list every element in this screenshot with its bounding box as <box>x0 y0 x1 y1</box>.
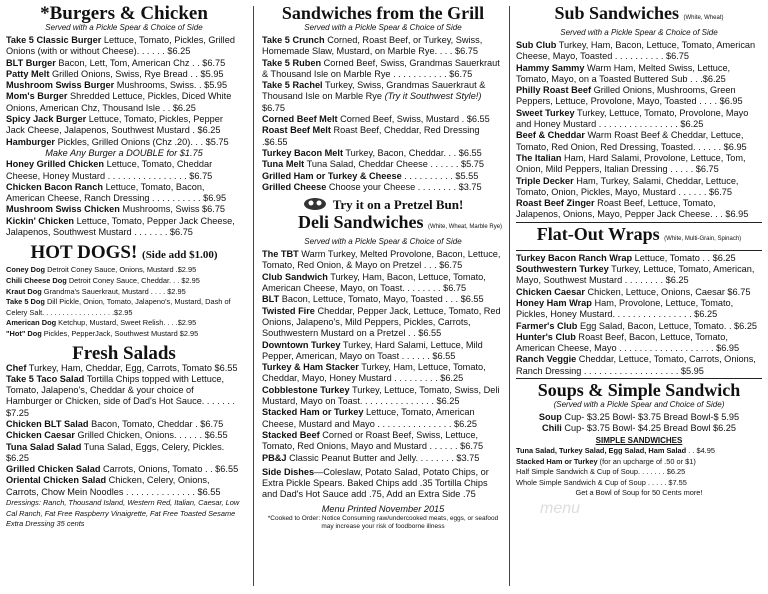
menu-item: Sub Club Turkey, Ham, Bacon, Lettuce, Tomato, American Cheese, Mayo, Toasted . . . . . . . . . . $6.75 <box>516 40 756 62</box>
menu-item: BLT Bacon, Lettuce, Tomato, Mayo, Toasted . . . $6.55 <box>262 294 484 305</box>
menu-item: Club Sandwich Turkey, Ham, Bacon, Lettuce, Tomato, American Cheese, Mayo, on Toast. . . . . . . . $6.75 <box>262 271 486 294</box>
menu-item: Whole Simple Sandwich & Cup of Soup . . . . . $7.55 <box>516 477 687 487</box>
menu-item: Oriental Chicken Salad Chicken, Celery, Onions, Carrots, Chow Mein Noodles . . . . . . . . . . . . . . $6.55 <box>6 475 221 497</box>
menu-item: Philly Roast Beef Grilled Onions, Mushrooms, Green Peppers, Lettuce, Provolone, Mayo, Toasted . . . . $6.95 <box>516 85 743 107</box>
menu-item: Roast Beef Zinger Roast Beef, Lettuce, Tomato, Jalapenos, Onions, Mayo, Pepper Jack Cheese. . . $6.95 <box>516 198 749 220</box>
menu-item: Take 5 Ruben Corned Beef, Swiss, Grandmas Sauerkraut & Thousand Isle on Marble Rye . . . . . . . . . . . $6.75 <box>262 57 500 79</box>
menu-item: Chili Cheese Dog Detroit Coney Sauce, Cheddar. . . $2.95 <box>6 275 200 285</box>
bowl-note: Get a Bowl of Soup for 50 Cents more! <box>575 488 703 498</box>
menu-item: Turkey Bacon Melt Turkey, Bacon, Cheddar. . . $6.55 <box>262 147 482 158</box>
burgers-list <box>6 35 242 148</box>
menu-item: Chicken Bacon Ranch Lettuce, Tomato, Bacon, American Cheese, Ranch Dressing . . . . . . . . . . $6.95 <box>6 181 227 204</box>
deli-list <box>262 249 504 464</box>
menu-item: Take 5 Taco Salad Tortilla Chips topped with Lettuce, Tomato, Jalapeno's, Cheddar & your choice of Hamburger or Chicken, side of Dad's Hot Sauce. . . . . . . $7.25 <box>6 373 235 418</box>
menu-item: Mushroom Swiss Burger Mushrooms, Swiss. . $5.95 <box>6 80 228 91</box>
grill-list <box>262 35 504 193</box>
menu-item: Take 5 Crunch Corned, Roast Beef, or Turkey, Swiss, Homemade Slaw, Mustard, on Marble Rye. . . . $6.75 <box>262 35 483 57</box>
menu-item: Stacked Ham or Turkey Lettuce, Tomato, American Cheese, Mustard and Mayo . . . . . . . . . . . . . . . $6.25 <box>262 407 477 429</box>
hotdogs-side-note: (Side add $1.00) <box>142 249 218 262</box>
soup-prices: Soup Cup- $3.25 Bowl- $3.75 Bread Bowl-$ 5.95 <box>538 412 740 423</box>
menu-item: Chicken Caesar Chicken, Lettuce, Onions, Caesar $6.75 <box>516 286 751 297</box>
menu-item: Tuna Salad Salad Tuna Salad, Eggs, Celery, Pickles. $6.25 <box>6 441 225 463</box>
subs-title <box>516 4 762 28</box>
menu-item: Tuna Salad, Turkey Salad, Egg Salad, Ham Salad . . $4.95 <box>516 445 715 455</box>
menu-item: Stacked Ham or Turkey (for an upcharge of .50 or $1) <box>516 456 696 466</box>
menu-item: Kraut Dog Grandma's Sauerkraut, Mustard . . . . $2.95 <box>6 286 186 296</box>
hotdogs-heading: HOT DOGS! <box>30 242 138 264</box>
deli-heading: Deli Sandwiches <box>298 212 424 233</box>
simple-sandwiches-title: SIMPLE SANDWICHES <box>595 435 683 445</box>
menu-item: Farmer's Club Egg Salad, Bacon, Lettuce, Tomato. . $6.25 <box>516 320 758 331</box>
menu-item: Take 5 Dog Dill Pickle, Onion, Tomato, Jalapeno's, Mustard, Dash of Celery Salt. . . . . . . . . . . . . . . . . .$2.95 <box>6 297 231 317</box>
salads-title: Fresh Salads <box>72 342 176 364</box>
wraps-title <box>516 225 762 249</box>
dressings-note: Dressings: Ranch, Thousand Island, Western Red, Italian, Caesar, Low Cal Ranch, Fat Free Raspberry Vinaigrette, Fat Free Toasted Sesame Extra Dressing 35 cents <box>6 498 240 529</box>
column-left <box>6 4 242 530</box>
menu-item: Hunter's Club Roast Beef, Bacon, Lettuce, Tomato, American Cheese, Mayo . . . . . . . . . . . . . . . . . . . $6.95 <box>516 331 740 354</box>
deli-title <box>262 213 504 237</box>
chicken-list <box>6 159 242 238</box>
menu-item: Turkey & Ham Stacker Turkey, Ham, Lettuce, Tomato, Cheddar, Mayo, Honey Mustard . . . . . . . . . $6.25 <box>262 362 486 384</box>
menu-item: Take 5 Rachel Turkey, Swiss, Grandmas Sauerkraut & Thousand Isle on Marble Rye (Try it Southwest Style!) $6.75 <box>262 80 486 113</box>
menu-item: Triple Decker Ham, Turkey, Salami, Cheddar, Lettuce, Tomato, Onion, Pickles, Mayo, Mustard . . . . . . $6.75 <box>516 175 739 197</box>
menu-item: BLT Burger Bacon, Lett, Tom, American Chz . . $6.75 <box>6 57 226 68</box>
divider <box>516 378 762 379</box>
menu-item: "Hot" Dog Pickles, PepperJack, Southwest Mustard $2.95 <box>6 328 199 338</box>
wraps-bread: (White, Multi-Grain, Spinach) <box>664 235 742 242</box>
pretzel-icon <box>303 197 327 211</box>
simple-list <box>516 446 762 488</box>
burgers-title: *Burgers & Chicken <box>40 3 208 24</box>
menu-item: Mushroom Swiss Chicken Mushrooms, Swiss $6.75 <box>6 204 226 215</box>
menu-item: Turkey Bacon Ranch Wrap Lettuce, Tomato . . $6.25 <box>516 252 736 263</box>
menu-item: Grilled Ham or Turkey & Cheese . . . . . . . . . . $5.55 <box>262 170 479 181</box>
menu-item: Beef & Cheddar Warm Roast Beef & Cheddar, Lettuce, Tomato, Red Onion, Red Dressing, Toasted. . . . . . $6.95 <box>516 130 747 152</box>
menu-item: Ranch Veggie Cheddar, Lettuce, Tomato, Carrots, Onions, Ranch Dressing . . . . . . . . . . . . . . . . . . . $5.95 <box>516 354 756 376</box>
menu-printed: Menu Printed November 2015 <box>321 503 445 514</box>
column-divider <box>509 6 510 586</box>
menu-item: Take 5 Classic Burger Lettuce, Tomato, Pickles, Grilled Onions (with or without Cheese). . . . . . $6.25 <box>6 35 235 57</box>
menu-item: Chicken Caesar Grilled Chicken, Onions. . . . . . $6.55 <box>6 430 228 441</box>
side-dishes: Side Dishes—Coleslaw, Potato Salad, Potato Chips, or Extra Pickle Spears. Baked Chips add .35 Tortilla Chips and Dad's Hot Sauce add .75, Add an Extra Side .75 <box>262 466 489 500</box>
menu-item: Patty Melt Grilled Onions, Swiss, Rye Bread . . $5.95 <box>6 68 224 79</box>
menu-item: PB&J Classic Peanut Butter and Jelly. . . . . . . . $3.75 <box>262 452 480 463</box>
grill-subtitle: Served with a Pickle Spear & Choice of Side <box>304 23 462 32</box>
menu-item: Twisted Fire Cheddar, Pepper Jack, Lettuce, Tomato, Red Onions, Jalapeno's, Mild Peppers, Pickles, Carrots, Southwestern Mustard on a Pretzel . . $6.55 <box>262 305 501 339</box>
wraps-list <box>516 253 762 377</box>
soups-title: Soups & Simple Sandwich <box>537 380 741 401</box>
pretzel-text: Try it on a Pretzel Bun! <box>332 196 464 212</box>
deli-bread: (White, Wheat, Marble Rye) <box>428 224 503 231</box>
subs-bread: (White, Wheat) <box>683 15 724 21</box>
menu-item: American Dog Ketchup, Mustard, Sweet Relish. . . .$2.95 <box>6 318 197 328</box>
wraps-heading: Flat-Out Wraps <box>536 223 660 244</box>
menu-item: Kickin' Chicken Lettuce, Tomato, Pepper Jack Cheese, Jalapenos, Southwest Mustard . . . . . . . $6.75 <box>6 215 235 238</box>
column-divider <box>253 6 254 586</box>
menu-item: Grilled Cheese Choose your Cheese . . . . . . . . $3.75 <box>262 181 482 192</box>
grill-title: Sandwiches from the Grill <box>281 3 485 23</box>
menu-item: Roast Beef Melt Roast Beef, Cheddar, Red Dressing .$6.55 <box>262 125 480 147</box>
menu-item: Spicy Jack Burger Lettuce, Tomato, Pickles, Pepper Jack Cheese, Jalapenos, Southwest Mustard . $6.25 <box>6 114 223 136</box>
soups-subtitle: (Served with a Pickle Spear and Choice of Side) <box>553 400 725 410</box>
hotdogs-list <box>6 265 242 339</box>
deli-subtitle: Served with a Pickle Spear & Choice of Side <box>304 237 462 247</box>
menu-item: Honey Grilled Chicken Lettuce, Tomato, Cheddar Cheese, Honey Mustard . . . . . . . . . . . . . . . . $6.75 <box>6 159 213 181</box>
subs-list <box>516 40 762 221</box>
menu-item: Southwestern Turkey Turkey, Lettuce, Tomato, American, Mayo, Southwest Mustard . . . . . . . . $6.25 <box>516 264 755 286</box>
menu-item: Coney Dog Detroit Coney Sauce, Onions, Mustard .$2.95 <box>6 265 197 275</box>
menu-item: Corned Beef Melt Corned Beef, Swiss, Mustard . $6.55 <box>262 114 490 125</box>
menu-item: Cobblestone Turkey Turkey, Lettuce, Tomato, Swiss, Deli Mustard, Mayo on Toast. . . . . . . . . . . . . . . $6.25 <box>262 384 500 407</box>
pretzel-banner <box>262 197 504 211</box>
menu-item: The TBT Warm Turkey, Melted Provolone, Bacon, Lettuce, Tomato, Red Onion, & Mayo on Pretzel . . . $6.75 <box>262 249 501 271</box>
menu-item: The Italian Ham, Hard Salami, Provolone, Lettuce, Tom, Onion, Mild Peppers, Italian Dressing . . . . . $6.75 <box>516 152 746 175</box>
menu-item: Mom's Burger Shredded Lettuce, Pickles, Diced White Onions, American Chz, Thousand Isle . . $6.25 <box>6 91 232 113</box>
menu-item: Tuna Melt Tuna Salad, Cheddar Cheese . . . . . . $5.75 <box>262 159 484 170</box>
salads-list <box>6 363 242 499</box>
menu-item: Grilled Chicken Salad Carrots, Onions, Tomato . . $6.55 <box>6 464 239 475</box>
burgers-subtitle: Served with a Pickle Spear & Choice of Side <box>45 23 203 32</box>
food-warning: *Cooked to Order: Notice Consuming raw/undercooked meats, eggs, or seafood may increase your risk of foodborne illness <box>267 514 499 530</box>
menu-item: Chicken BLT Salad Bacon, Tomato, Cheddar . $6.75 <box>6 418 224 429</box>
menu-item: Honey Ham Wrap Ham, Provolone, Lettuce, Tomato, Pickles, Honey Mustard. . . . . . . . . . . . . . . . $6.25 <box>516 297 734 320</box>
menu-item: Sweet Turkey Turkey, Lettuce, Tomato, Provolone, Mayo and Honey Mustard . . . . . . . . . . . . . . . . $6.25 <box>516 107 749 130</box>
column-middle <box>262 4 504 531</box>
menu-item: Chef Turkey, Ham, Cheddar, Egg, Carrots, Tomato $6.55 <box>6 362 238 373</box>
menu-item: Stacked Beef Corned or Roast Beef, Swiss, Lettuce, Tomato, Red Onions, Mayo and Mustard . . . . . . $6.75 <box>262 429 484 452</box>
subs-subtitle: Served with a Pickle Spear & Choice of Side <box>560 28 718 37</box>
divider <box>516 222 762 223</box>
column-right <box>516 4 762 499</box>
menu-item: Hamburger Pickles, Grilled Onions (Chz .20). . . $5.75 <box>6 136 229 147</box>
double-note: Make Any Burger a DOUBLE for $1.75 <box>45 147 203 158</box>
watermark: menu <box>540 500 581 517</box>
chili-prices: Chili Cup- $3.75 Bowl- $4.25 Bread Bowl $6.25 <box>541 423 737 434</box>
divider <box>516 250 762 251</box>
menu-item: Half Simple Sandwich & Cup of Soup. . . . . . . $6.25 <box>516 467 686 477</box>
subs-heading: Sub Sandwiches <box>554 3 680 23</box>
menu-item: Hammy Sammy Warm Ham, Melted Swiss, Lettuce, Tomato, Mayo, on a Toasted Buttered Sub . . .$6.25 <box>516 62 731 84</box>
hotdogs-title <box>6 243 242 265</box>
menu-item: Downtown Turkey Turkey, Hard Salami, Lettuce, Mild Pepper, American, Mayo on Toast . . . . . . $6.55 <box>262 339 483 361</box>
